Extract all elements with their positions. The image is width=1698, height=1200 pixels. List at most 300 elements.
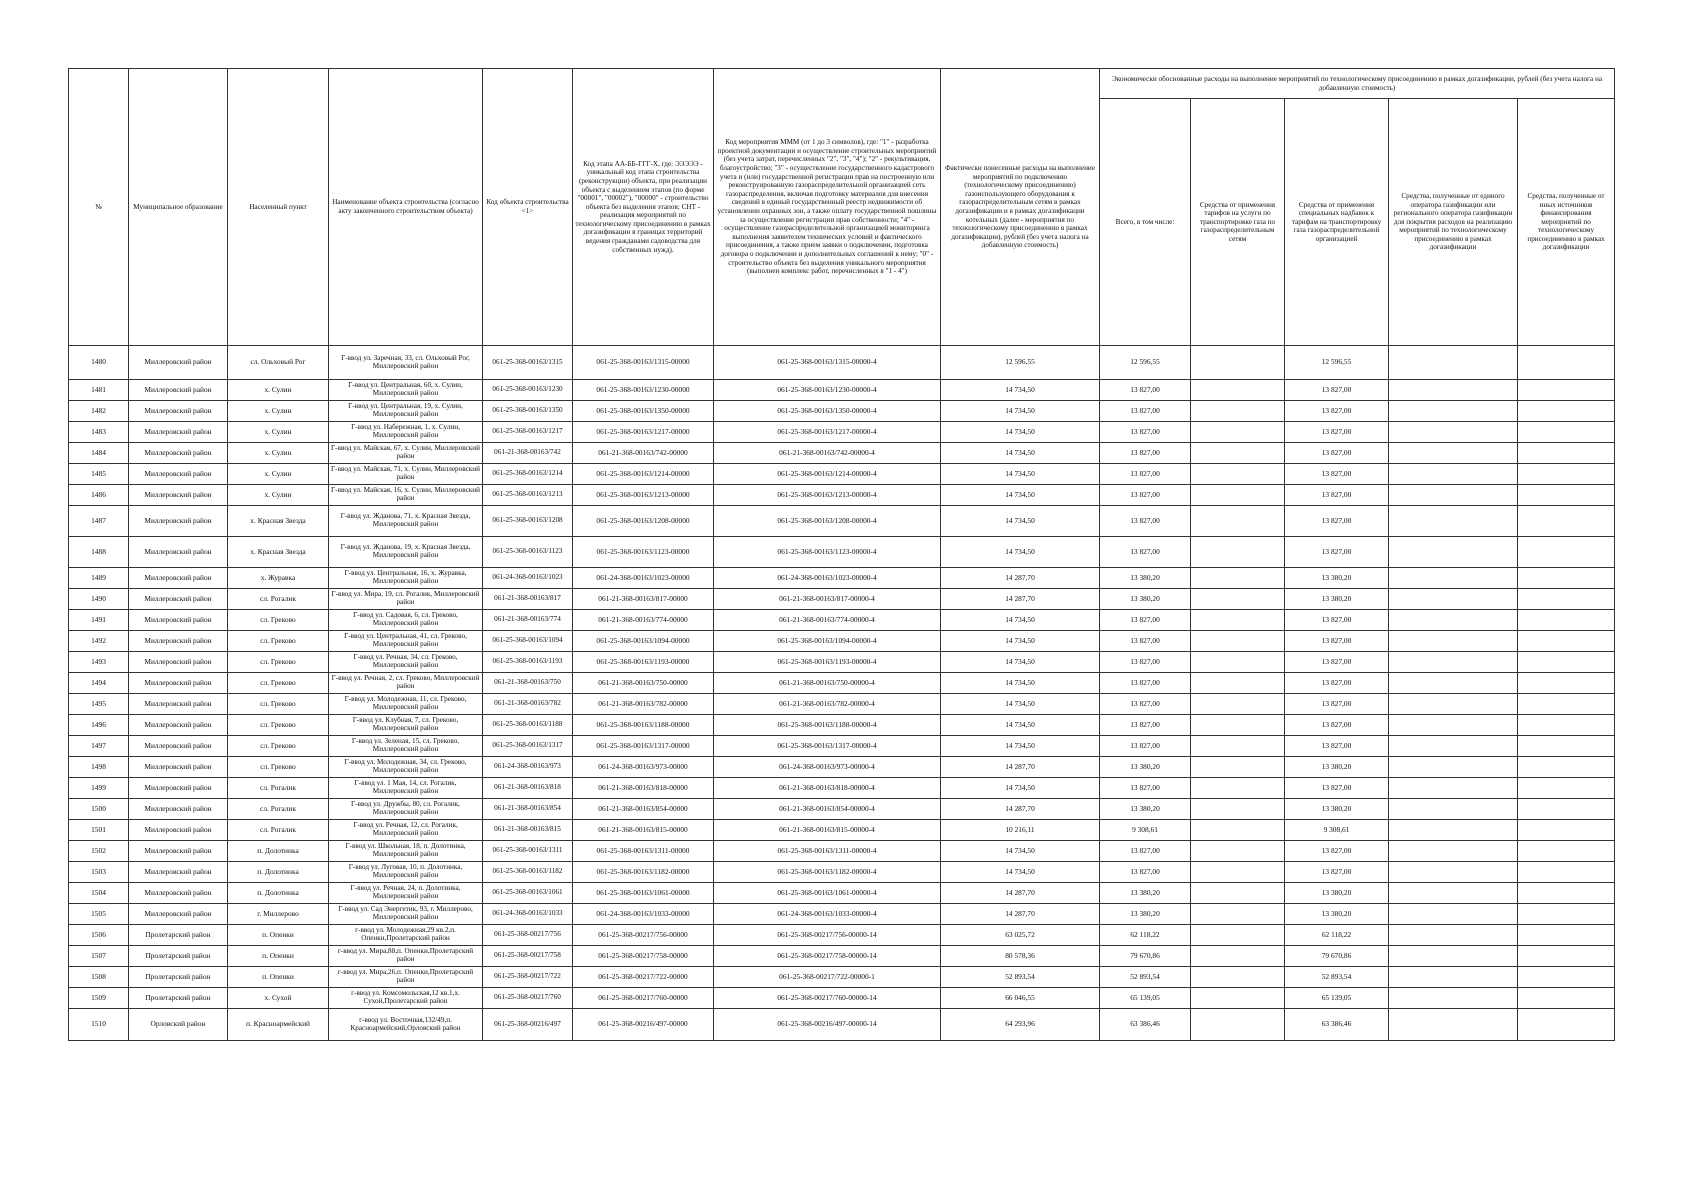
row-object-name: Г-ввод ул. Центральная, 19, х. Сулин, Миллеровский район — [329, 401, 483, 422]
row-number: 1490 — [69, 589, 129, 610]
header-single-operator: Средства, полученные от единого оператора газификации или регионального оператора газификации для покрытия расходов на реализацию мероприятий по технологическому присоединению в рамках догазификации — [1389, 99, 1518, 346]
row-stage-code: 061-25-368-00163/1230-00000 — [573, 380, 714, 401]
row-other-sources — [1518, 841, 1615, 862]
row-actual-costs: 14 287,70 — [941, 883, 1100, 904]
row-other-sources — [1518, 631, 1615, 652]
row-event-code: 061-21-368-00163/774-00000-4 — [714, 610, 941, 631]
row-special-markup: 13 380,20 — [1285, 883, 1389, 904]
row-actual-costs: 14 734,50 — [941, 464, 1100, 485]
row-event-code: 061-21-368-00163/818-00000-4 — [714, 778, 941, 799]
row-tariff — [1191, 694, 1285, 715]
row-event-code: 061-21-368-00163/782-00000-4 — [714, 694, 941, 715]
header-object-code: Код объекта строительства <1> — [483, 69, 573, 346]
row-number: 1508 — [69, 967, 129, 988]
table-row — [69, 883, 1615, 904]
row-object-name: Г-ввод ул. Школьная, 18, п. Долотинка, Миллеровский район — [329, 841, 483, 862]
row-single-operator — [1389, 631, 1518, 652]
row-municipality: Миллеровский район — [129, 506, 228, 537]
row-tariff — [1191, 537, 1285, 568]
row-tariff — [1191, 589, 1285, 610]
row-stage-code: 061-25-368-00163/1213-00000 — [573, 485, 714, 506]
row-settlement: п. Опенки — [228, 967, 329, 988]
table-row — [69, 799, 1615, 820]
row-event-code: 061-25-368-00163/1061-00000-4 — [714, 883, 941, 904]
row-number: 1503 — [69, 862, 129, 883]
row-municipality: Пролетарский район — [129, 988, 228, 1009]
row-municipality: Миллеровский район — [129, 694, 228, 715]
row-single-operator — [1389, 904, 1518, 925]
row-total: 13 827,00 — [1100, 506, 1191, 537]
row-municipality: Миллеровский район — [129, 537, 228, 568]
row-other-sources — [1518, 673, 1615, 694]
table-row — [69, 736, 1615, 757]
table-row — [69, 401, 1615, 422]
row-other-sources — [1518, 799, 1615, 820]
row-number: 1488 — [69, 537, 129, 568]
row-other-sources — [1518, 904, 1615, 925]
row-settlement: сл. Греково — [228, 652, 329, 673]
table-row — [69, 589, 1615, 610]
row-tariff — [1191, 904, 1285, 925]
row-settlement: сл. Греково — [228, 694, 329, 715]
row-single-operator — [1389, 485, 1518, 506]
row-event-code: 061-25-368-00217/722-00000-1 — [714, 967, 941, 988]
header-event-code: Код мероприятия ММM (от 1 до 3 символов), где: "1" - разработка проектной документации и осуществление строительных мероприятий (без учета затрат, перечисленных "2", "3", "4"); "2" - рекультивация, благоустройство; "3" - осуществление государственного кадастрового учета и (или) государственной регистрации прав на построенную или реконструированную газораспределительной организацией сеть газораспределения, включая подготовку материалов для внесения сведений в единый государственный реестр недвижимости об установлении охранных зон, а также оплату государственной пошлины за осуществление регистрации прав собственности; "4" - осуществление газораспределительной организацией мониторинга выполнения заявителем технических условий и фактического присоединения, а также прием заявки о подключении, подготовка договора о подключении и дополнительных соглашений к нему; "0" - строительство объекта без выделения уникального мероприятия (выполнен комплекс работ, перечисленных в "1 - 4") — [714, 69, 941, 346]
row-object-code: 061-25-368-00163/1311 — [483, 841, 573, 862]
row-settlement: х. Сулин — [228, 464, 329, 485]
row-tariff — [1191, 422, 1285, 443]
row-municipality: Пролетарский район — [129, 946, 228, 967]
row-total: 13 827,00 — [1100, 862, 1191, 883]
row-event-code: 061-25-368-00217/758-00000-14 — [714, 946, 941, 967]
row-tariff — [1191, 1009, 1285, 1041]
row-total: 13 827,00 — [1100, 422, 1191, 443]
row-other-sources — [1518, 589, 1615, 610]
row-single-operator — [1389, 757, 1518, 778]
row-event-code: 061-25-368-00163/1193-00000-4 — [714, 652, 941, 673]
row-object-name: Г-ввод ул. Центральная, 60, х. Сулин, Миллеровский район — [329, 380, 483, 401]
table-row — [69, 841, 1615, 862]
row-other-sources — [1518, 715, 1615, 736]
row-municipality: Миллеровский район — [129, 485, 228, 506]
table-row — [69, 631, 1615, 652]
table-row — [69, 464, 1615, 485]
header-object-name: Наименование объекта строительства (согласно акту законченного строительством объекта) — [329, 69, 483, 346]
row-other-sources — [1518, 1009, 1615, 1041]
row-settlement: х. Журавка — [228, 568, 329, 589]
row-total: 13 827,00 — [1100, 631, 1191, 652]
row-total: 13 827,00 — [1100, 736, 1191, 757]
row-settlement: сл. Рогалик — [228, 799, 329, 820]
table-row — [69, 346, 1615, 380]
row-object-code: 061-25-368-00163/1208 — [483, 506, 573, 537]
row-single-operator — [1389, 925, 1518, 946]
row-tariff — [1191, 673, 1285, 694]
row-stage-code: 061-25-368-00217/756-00000 — [573, 925, 714, 946]
row-total: 63 386,46 — [1100, 1009, 1191, 1041]
row-event-code: 061-25-368-00163/1317-00000-4 — [714, 736, 941, 757]
row-tariff — [1191, 967, 1285, 988]
row-total: 52 893,54 — [1100, 967, 1191, 988]
row-event-code: 061-24-368-00163/973-00000-4 — [714, 757, 941, 778]
row-actual-costs: 52 893,54 — [941, 967, 1100, 988]
row-settlement: х. Сулин — [228, 380, 329, 401]
row-actual-costs: 14 734,50 — [941, 485, 1100, 506]
row-tariff — [1191, 610, 1285, 631]
row-single-operator — [1389, 422, 1518, 443]
row-object-name: Г-ввод ул. Майская, 16, х. Сулин, Миллеровский район — [329, 485, 483, 506]
row-other-sources — [1518, 778, 1615, 799]
row-special-markup: 13 827,00 — [1285, 631, 1389, 652]
row-actual-costs: 14 734,50 — [941, 694, 1100, 715]
row-object-name: Г-ввод ул. Молодежная, 34, сл. Греково, Миллеровский район — [329, 757, 483, 778]
row-actual-costs: 66 046,55 — [941, 988, 1100, 1009]
row-actual-costs: 14 287,70 — [941, 568, 1100, 589]
row-municipality: Миллеровский район — [129, 631, 228, 652]
row-other-sources — [1518, 380, 1615, 401]
row-municipality: Пролетарский район — [129, 925, 228, 946]
row-settlement: п. Долотинка — [228, 883, 329, 904]
table-row — [69, 673, 1615, 694]
row-object-name: г-ввод ул. Мира,88,п. Опенки,Пролетарский район — [329, 946, 483, 967]
row-object-code: 061-24-368-00163/1023 — [483, 568, 573, 589]
row-special-markup: 13 380,20 — [1285, 799, 1389, 820]
row-municipality: Миллеровский район — [129, 589, 228, 610]
row-event-code: 061-21-368-00163/817-00000-4 — [714, 589, 941, 610]
row-number: 1480 — [69, 346, 129, 380]
row-stage-code: 061-21-368-00163/742-00000 — [573, 443, 714, 464]
row-municipality: Миллеровский район — [129, 799, 228, 820]
row-event-code: 061-21-368-00163/815-00000-4 — [714, 820, 941, 841]
row-tariff — [1191, 988, 1285, 1009]
row-total: 13 380,20 — [1100, 568, 1191, 589]
row-municipality: Миллеровский район — [129, 904, 228, 925]
row-object-code: 061-21-368-00163/854 — [483, 799, 573, 820]
row-special-markup: 13 827,00 — [1285, 652, 1389, 673]
row-single-operator — [1389, 862, 1518, 883]
row-event-code: 061-25-368-00163/1094-00000-4 — [714, 631, 941, 652]
row-single-operator — [1389, 946, 1518, 967]
row-tariff — [1191, 506, 1285, 537]
row-special-markup: 13 827,00 — [1285, 715, 1389, 736]
row-actual-costs: 14 734,50 — [941, 841, 1100, 862]
row-stage-code: 061-25-368-00163/1217-00000 — [573, 422, 714, 443]
row-special-markup: 13 827,00 — [1285, 610, 1389, 631]
row-object-code: 061-21-368-00163/742 — [483, 443, 573, 464]
row-stage-code: 061-24-368-00163/1023-00000 — [573, 568, 714, 589]
row-number: 1506 — [69, 925, 129, 946]
row-object-name: Г-ввод ул. Речная, 12, сл. Рогалик, Миллеровский район — [329, 820, 483, 841]
row-total: 13 827,00 — [1100, 610, 1191, 631]
row-other-sources — [1518, 537, 1615, 568]
row-tariff — [1191, 464, 1285, 485]
row-stage-code: 061-25-368-00163/1214-00000 — [573, 464, 714, 485]
row-number: 1510 — [69, 1009, 129, 1041]
table-body — [69, 346, 1615, 1041]
row-object-name: Г-ввод ул. Майская, 71, х. Сулин, Миллеровский район — [329, 464, 483, 485]
row-object-name: Г-ввод ул. Луговая, 10, п. Долотинка, Миллеровский район — [329, 862, 483, 883]
row-settlement: сл. Греково — [228, 673, 329, 694]
row-single-operator — [1389, 799, 1518, 820]
table-row — [69, 925, 1615, 946]
row-municipality: Миллеровский район — [129, 820, 228, 841]
row-number: 1498 — [69, 757, 129, 778]
table-row — [69, 568, 1615, 589]
row-special-markup: 13 827,00 — [1285, 736, 1389, 757]
row-special-markup: 13 827,00 — [1285, 464, 1389, 485]
row-number: 1501 — [69, 820, 129, 841]
row-special-markup: 63 386,46 — [1285, 1009, 1389, 1041]
table-row — [69, 537, 1615, 568]
row-municipality: Орловский район — [129, 1009, 228, 1041]
row-object-name: Г-ввод ул. Мира, 19, сл. Рогалик, Миллеровский район — [329, 589, 483, 610]
header-econ-group: Экономически обоснованные расходы на выполнение мероприятий по технологическому присоединению в рамках догазификации, рублей (без учета налога на добавленную стоимость) — [1100, 69, 1615, 99]
row-stage-code: 061-21-368-00163/815-00000 — [573, 820, 714, 841]
row-single-operator — [1389, 537, 1518, 568]
header-actual-costs: Фактически понесенные расходы на выполнение мероприятий по подключению (технологическому присоединению) газоиспользующего оборудования к газораспределительным сетям в рамках догазификации и в рамках догазификации котельных (далее - мероприятия по технологическому присоединению в рамках догазификации), рублей (без учета налога на добавленную стоимость) — [941, 69, 1100, 346]
row-actual-costs: 14 734,50 — [941, 537, 1100, 568]
row-tariff — [1191, 443, 1285, 464]
row-total: 62 118,22 — [1100, 925, 1191, 946]
row-actual-costs: 14 734,50 — [941, 443, 1100, 464]
row-stage-code: 061-25-368-00163/1094-00000 — [573, 631, 714, 652]
row-single-operator — [1389, 883, 1518, 904]
row-event-code: 061-25-368-00163/1230-00000-4 — [714, 380, 941, 401]
row-other-sources — [1518, 757, 1615, 778]
row-stage-code: 061-25-368-00217/758-00000 — [573, 946, 714, 967]
row-special-markup: 12 596,55 — [1285, 346, 1389, 380]
row-object-code: 061-25-368-00163/1350 — [483, 401, 573, 422]
row-stage-code: 061-21-368-00163/774-00000 — [573, 610, 714, 631]
row-municipality: Миллеровский район — [129, 652, 228, 673]
row-event-code: 061-25-368-00216/497-00000-14 — [714, 1009, 941, 1041]
row-settlement: х. Красная Звезда — [228, 506, 329, 537]
row-municipality: Миллеровский район — [129, 715, 228, 736]
row-event-code: 061-24-368-00163/1023-00000-4 — [714, 568, 941, 589]
row-object-name: Г-ввод ул. Жданова, 71, х. Красная Звезда, Миллеровский район — [329, 506, 483, 537]
row-actual-costs: 14 734,50 — [941, 715, 1100, 736]
row-municipality: Миллеровский район — [129, 568, 228, 589]
row-number: 1483 — [69, 422, 129, 443]
row-tariff — [1191, 380, 1285, 401]
row-tariff — [1191, 841, 1285, 862]
row-settlement: сл. Ольховый Рог — [228, 346, 329, 380]
row-municipality: Миллеровский район — [129, 673, 228, 694]
row-municipality: Миллеровский район — [129, 610, 228, 631]
row-event-code: 061-21-368-00163/750-00000-4 — [714, 673, 941, 694]
row-actual-costs: 14 287,70 — [941, 589, 1100, 610]
row-object-name: Г-ввод ул. Садовая, 6, сл. Греково, Миллеровский район — [329, 610, 483, 631]
row-stage-code: 061-25-368-00163/1317-00000 — [573, 736, 714, 757]
row-special-markup: 65 139,05 — [1285, 988, 1389, 1009]
row-number: 1485 — [69, 464, 129, 485]
row-special-markup: 9 308,61 — [1285, 820, 1389, 841]
row-special-markup: 79 670,86 — [1285, 946, 1389, 967]
row-special-markup: 13 827,00 — [1285, 380, 1389, 401]
row-object-code: 061-25-368-00163/1193 — [483, 652, 573, 673]
row-object-name: Г-ввод ул. Жданова, 19, х. Красная Звезда, Миллеровский район — [329, 537, 483, 568]
row-special-markup: 13 827,00 — [1285, 485, 1389, 506]
row-object-code: 061-25-368-00217/758 — [483, 946, 573, 967]
row-special-markup: 13 827,00 — [1285, 694, 1389, 715]
row-single-operator — [1389, 967, 1518, 988]
row-other-sources — [1518, 422, 1615, 443]
row-stage-code: 061-24-368-00163/973-00000 — [573, 757, 714, 778]
row-stage-code: 061-25-368-00217/722-00000 — [573, 967, 714, 988]
row-other-sources — [1518, 967, 1615, 988]
row-settlement: сл. Греково — [228, 631, 329, 652]
row-object-code: 061-25-368-00163/1188 — [483, 715, 573, 736]
row-number: 1496 — [69, 715, 129, 736]
row-settlement: сл. Греково — [228, 736, 329, 757]
row-municipality: Миллеровский район — [129, 757, 228, 778]
row-total: 13 827,00 — [1100, 694, 1191, 715]
row-total: 13 827,00 — [1100, 443, 1191, 464]
row-municipality: Миллеровский район — [129, 778, 228, 799]
row-event-code: 061-25-368-00163/1214-00000-4 — [714, 464, 941, 485]
row-single-operator — [1389, 1009, 1518, 1041]
row-other-sources — [1518, 464, 1615, 485]
row-special-markup: 62 118,22 — [1285, 925, 1389, 946]
row-object-code: 061-21-368-00163/817 — [483, 589, 573, 610]
row-single-operator — [1389, 443, 1518, 464]
row-total: 13 827,00 — [1100, 715, 1191, 736]
row-single-operator — [1389, 589, 1518, 610]
row-municipality: Пролетарский район — [129, 967, 228, 988]
row-actual-costs: 14 734,50 — [941, 422, 1100, 443]
row-single-operator — [1389, 988, 1518, 1009]
row-single-operator — [1389, 820, 1518, 841]
row-single-operator — [1389, 506, 1518, 537]
row-object-name: Г-ввод ул. Центральная, 16, х. Журавка, Миллеровский район — [329, 568, 483, 589]
table-row — [69, 862, 1615, 883]
row-stage-code: 061-25-368-00163/1182-00000 — [573, 862, 714, 883]
row-actual-costs: 63 025,72 — [941, 925, 1100, 946]
table-row — [69, 820, 1615, 841]
row-stage-code: 061-25-368-00163/1193-00000 — [573, 652, 714, 673]
row-settlement: сл. Рогалик — [228, 778, 329, 799]
row-event-code: 061-25-368-00217/760-00000-14 — [714, 988, 941, 1009]
row-special-markup: 13 827,00 — [1285, 537, 1389, 568]
row-actual-costs: 14 734,50 — [941, 736, 1100, 757]
row-tariff — [1191, 715, 1285, 736]
row-single-operator — [1389, 380, 1518, 401]
row-object-name: Г-ввод ул. 1 Мая, 14, сл. Рогалик, Миллеровский район — [329, 778, 483, 799]
header-stage-code: Код этапа АА-ББ-ГГГ-Х, где: ЭЭЭЭЭ - уникальный код этапа строительства (реконструкции) объекта, при реализации объекта с выделением этапов (по форме "00001", "00002"), "00000" - строительство объекта без выделения этапов; СНТ - реализация мероприятий по технологическому присоединению в рамках догазификации в границах территорий ведения гражданами садоводства для собственных нужд). — [573, 69, 714, 346]
row-object-name: Г-ввод ул. Сад Энергетик, 93, г. Миллерово, Миллеровский район — [329, 904, 483, 925]
table-row — [69, 610, 1615, 631]
row-object-code: 061-25-368-00163/1217 — [483, 422, 573, 443]
row-total: 13 380,20 — [1100, 757, 1191, 778]
row-actual-costs: 14 734,50 — [941, 506, 1100, 537]
row-actual-costs: 10 216,11 — [941, 820, 1100, 841]
row-number: 1493 — [69, 652, 129, 673]
row-total: 13 827,00 — [1100, 485, 1191, 506]
table-row — [69, 1009, 1615, 1041]
row-stage-code: 061-21-368-00163/782-00000 — [573, 694, 714, 715]
row-stage-code: 061-25-368-00163/1315-00000 — [573, 346, 714, 380]
header-settlement: Населенный пункт — [228, 69, 329, 346]
row-number: 1504 — [69, 883, 129, 904]
document-sheet — [68, 68, 1614, 1041]
header-municipality: Муниципальное образование — [129, 69, 228, 346]
row-other-sources — [1518, 820, 1615, 841]
row-municipality: Миллеровский район — [129, 736, 228, 757]
row-settlement: п. Красноармейский — [228, 1009, 329, 1041]
header-total: Всего, в том числе: — [1100, 99, 1191, 346]
row-other-sources — [1518, 736, 1615, 757]
row-number: 1484 — [69, 443, 129, 464]
row-event-code: 061-25-368-00163/1213-00000-4 — [714, 485, 941, 506]
row-other-sources — [1518, 988, 1615, 1009]
row-single-operator — [1389, 715, 1518, 736]
row-object-code: 061-25-368-00163/1123 — [483, 537, 573, 568]
table-row — [69, 443, 1615, 464]
row-number: 1494 — [69, 673, 129, 694]
row-number: 1507 — [69, 946, 129, 967]
row-stage-code: 061-21-368-00163/817-00000 — [573, 589, 714, 610]
row-special-markup: 13 827,00 — [1285, 673, 1389, 694]
row-single-operator — [1389, 401, 1518, 422]
row-object-name: Г-ввод ул. Дружбы, 80, сл. Рогалик, Миллеровский район — [329, 799, 483, 820]
row-object-name: Г-ввод ул. Майская, 67, х. Сулин, Миллеровский район — [329, 443, 483, 464]
row-actual-costs: 14 734,50 — [941, 652, 1100, 673]
row-municipality: Миллеровский район — [129, 346, 228, 380]
row-tariff — [1191, 925, 1285, 946]
row-single-operator — [1389, 346, 1518, 380]
row-stage-code: 061-25-368-00163/1061-00000 — [573, 883, 714, 904]
row-actual-costs: 14 734,50 — [941, 778, 1100, 799]
row-stage-code: 061-25-368-00163/1123-00000 — [573, 537, 714, 568]
row-other-sources — [1518, 401, 1615, 422]
row-settlement: сл. Греково — [228, 610, 329, 631]
row-settlement: сл. Рогалик — [228, 589, 329, 610]
table-row — [69, 946, 1615, 967]
row-actual-costs: 14 734,50 — [941, 673, 1100, 694]
row-actual-costs: 14 734,50 — [941, 631, 1100, 652]
row-special-markup: 13 827,00 — [1285, 401, 1389, 422]
row-settlement: сл. Греково — [228, 757, 329, 778]
table-row — [69, 757, 1615, 778]
row-stage-code: 061-21-368-00163/854-00000 — [573, 799, 714, 820]
header-no: № — [69, 69, 129, 346]
row-total: 9 308,61 — [1100, 820, 1191, 841]
row-other-sources — [1518, 443, 1615, 464]
row-total: 13 827,00 — [1100, 673, 1191, 694]
row-other-sources — [1518, 610, 1615, 631]
row-event-code: 061-25-368-00217/756-00000-14 — [714, 925, 941, 946]
row-number: 1487 — [69, 506, 129, 537]
row-total: 13 827,00 — [1100, 778, 1191, 799]
row-event-code: 061-25-368-00163/1311-00000-4 — [714, 841, 941, 862]
data-table — [68, 68, 1615, 1041]
row-single-operator — [1389, 610, 1518, 631]
row-object-name: Г-ввод ул. Речная, 34, сл. Греково, Миллеровский район — [329, 652, 483, 673]
row-object-name: Г-ввод ул. Заречная, 33, сл. Ольховый Рог, Миллеровский район — [329, 346, 483, 380]
table-row — [69, 988, 1615, 1009]
header-other-sources: Средства, полученные от иных источников финансирования мероприятий по технологическому присоединению в рамках догазификации — [1518, 99, 1615, 346]
row-total: 13 380,20 — [1100, 904, 1191, 925]
row-object-name: Г-ввод ул. Зеленая, 15, сл. Греково, Миллеровский район — [329, 736, 483, 757]
row-tariff — [1191, 736, 1285, 757]
row-object-code: 061-24-368-00163/973 — [483, 757, 573, 778]
row-actual-costs: 14 734,50 — [941, 380, 1100, 401]
row-total: 13 827,00 — [1100, 841, 1191, 862]
row-stage-code: 061-25-368-00163/1350-00000 — [573, 401, 714, 422]
table-row — [69, 904, 1615, 925]
row-special-markup: 13 827,00 — [1285, 506, 1389, 537]
row-actual-costs: 14 287,70 — [941, 904, 1100, 925]
